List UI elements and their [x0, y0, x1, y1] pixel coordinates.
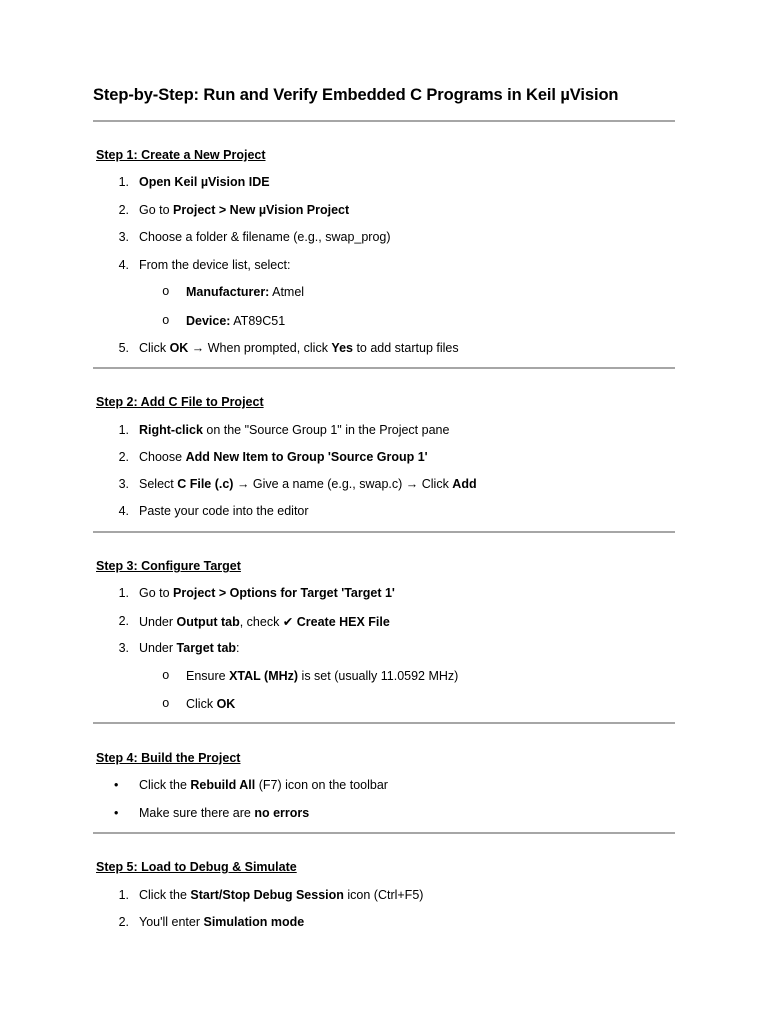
divider	[93, 832, 675, 834]
text: Go to	[139, 586, 174, 600]
item-number: 1.	[118, 586, 129, 600]
text: Click	[186, 697, 217, 711]
item-number: 2.	[118, 915, 129, 929]
bold-text: Rebuild All	[190, 778, 256, 792]
text: AT89C51	[230, 314, 286, 328]
item-number: 5.	[118, 341, 129, 355]
bold-text: Simulation mode	[203, 915, 305, 929]
item-number: 2.	[118, 203, 129, 217]
text: Choose a folder & filename (e.g., swap_prog)	[139, 230, 391, 244]
divider	[93, 531, 675, 533]
bold-text: Right-click	[139, 423, 203, 437]
text: Choose	[139, 450, 186, 464]
divider	[93, 722, 675, 724]
item-number: 1.	[118, 175, 129, 189]
bold-text: Add	[452, 477, 477, 491]
sub-bullet-marker: o	[162, 697, 170, 711]
bullet-marker: •	[114, 778, 119, 792]
sub-bullet-marker: o	[162, 314, 170, 328]
item-number: 1.	[118, 423, 129, 437]
text: icon (Ctrl+F5)	[343, 888, 424, 902]
text: → Give a name (e.g., swap.c) → Click	[233, 477, 453, 491]
bold-text: XTAL (MHz)	[229, 669, 299, 683]
text: Paste your code into the editor	[139, 504, 309, 518]
text: Select	[139, 477, 178, 491]
bold-text: Device:	[186, 314, 231, 328]
text: to add startup files	[352, 341, 459, 355]
text: Click	[139, 341, 170, 355]
bold-text: Project > New µVision Project	[173, 203, 350, 217]
text: Ensure	[186, 669, 230, 683]
bold-text: Yes	[331, 341, 353, 355]
item-number: 3.	[118, 641, 129, 655]
bullet-marker: •	[114, 806, 119, 820]
item-number: 3.	[118, 477, 129, 491]
bold-text: Output tab	[176, 615, 240, 629]
text: Click the	[139, 888, 191, 902]
item-number: 4.	[118, 258, 129, 272]
bold-text: OK	[169, 341, 189, 355]
bold-text: Start/Stop Debug Session	[190, 888, 344, 902]
text: Under	[139, 641, 177, 655]
text: You'll enter	[139, 915, 204, 929]
bold-text: Project > Options for Target 'Target 1'	[173, 586, 395, 600]
bold-text: Target tab	[176, 641, 237, 655]
item-number: 2.	[118, 614, 129, 628]
divider	[93, 367, 675, 369]
item-number: 4.	[118, 504, 129, 518]
step4-heading: Step 4: Build the Project	[96, 751, 241, 765]
text: Under	[139, 615, 177, 629]
bold-text: OK	[216, 697, 236, 711]
text: (F7) icon on the toolbar	[255, 778, 388, 792]
text: Click the	[139, 778, 191, 792]
text: Make sure there are	[139, 806, 255, 820]
bold-text: Add New Item to Group 'Source Group 1'	[185, 450, 428, 464]
text: :	[236, 641, 240, 655]
bold-text: Open Keil µVision IDE	[139, 175, 270, 189]
text: → When prompted, click	[188, 341, 332, 355]
text: Atmel	[269, 285, 305, 299]
step5-heading: Step 5: Load to Debug & Simulate	[96, 860, 297, 874]
text: From the device list, select:	[139, 258, 291, 272]
step3-heading: Step 3: Configure Target	[96, 559, 241, 573]
item-number: 1.	[118, 888, 129, 902]
bold-text: no errors	[254, 806, 310, 820]
item-number: 3.	[118, 230, 129, 244]
sub-bullet-marker: o	[162, 669, 170, 683]
bold-text: ✔ Create HEX File	[282, 615, 390, 629]
step1-heading: Step 1: Create a New Project	[96, 148, 266, 162]
text: , check	[239, 615, 283, 629]
item-number: 2.	[118, 450, 129, 464]
bold-text: C File (.c)	[177, 477, 234, 491]
text: on the "Source Group 1" in the Project pane	[202, 423, 450, 437]
sub-bullet-marker: o	[162, 285, 170, 299]
page-title: Step-by-Step: Run and Verify Embedded C Programs in Keil µVision	[93, 86, 619, 104]
bold-text: Manufacturer:	[186, 285, 270, 299]
text: Go to	[139, 203, 174, 217]
step2-heading: Step 2: Add C File to Project	[96, 395, 264, 409]
text: is set (usually 11.0592 MHz)	[298, 669, 459, 683]
divider	[93, 120, 675, 122]
